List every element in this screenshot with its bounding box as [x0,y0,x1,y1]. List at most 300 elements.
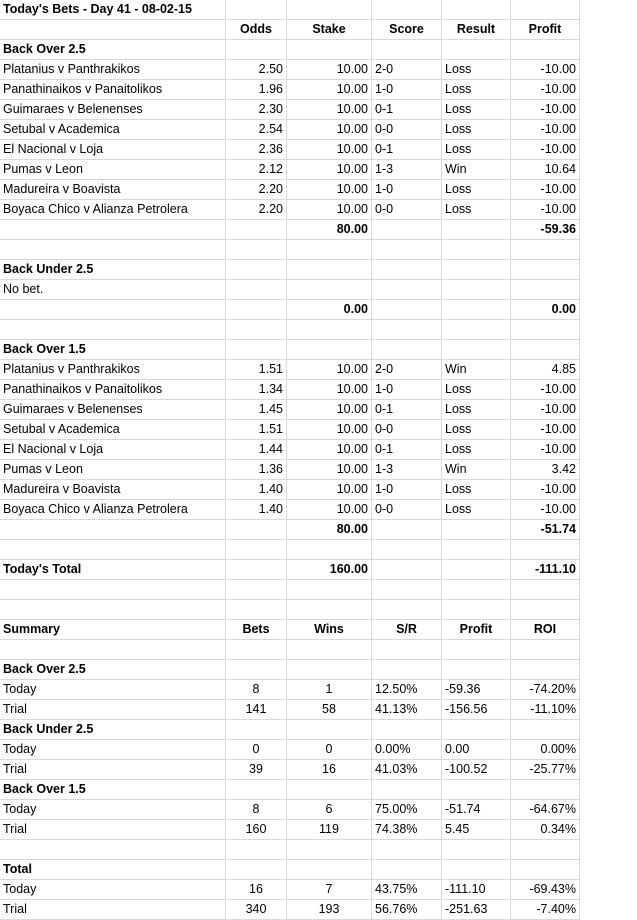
summary-group-title[interactable]: Back Over 2.5 [0,660,226,680]
empty-cell[interactable] [372,260,442,280]
empty-cell[interactable] [372,580,442,600]
bet-row [0,200,580,220]
empty-cell[interactable] [511,40,580,60]
score-cell[interactable]: 0-0 [372,120,442,140]
result-cell[interactable]: Loss [442,380,511,400]
empty-cell[interactable] [442,720,511,740]
empty-cell[interactable] [442,300,511,320]
roi-cell[interactable]: -11.10% [511,700,580,720]
empty-cell[interactable] [372,860,442,880]
result-cell[interactable]: Loss [442,440,511,460]
empty-cell[interactable] [442,220,511,240]
empty-cell[interactable] [226,220,287,240]
sr-cell[interactable]: 74.38% [372,820,442,840]
score-cell[interactable]: 1-0 [372,480,442,500]
bets-cell[interactable]: 39 [226,760,287,780]
bets-cell[interactable]: 8 [226,800,287,820]
empty-cell[interactable] [442,600,511,620]
result-cell[interactable]: Loss [442,480,511,500]
summary-profit-cell[interactable]: -156.56 [442,700,511,720]
odds-cell[interactable]: 1.45 [226,400,287,420]
stake-cell[interactable]: 10.00 [287,400,372,420]
match-cell[interactable]: Madureira v Boavista [0,180,226,200]
bet-row [0,420,580,440]
empty-cell[interactable] [226,780,287,800]
empty-cell[interactable] [372,220,442,240]
blank-row [0,580,580,600]
stake-total-cell[interactable]: 80.00 [287,520,372,540]
stake-cell[interactable]: 10.00 [287,440,372,460]
empty-cell[interactable] [287,260,372,280]
bets-cell[interactable]: 16 [226,880,287,900]
summary-group-row [0,780,580,800]
profit-cell[interactable]: -10.00 [511,120,580,140]
wins-cell[interactable]: 6 [287,800,372,820]
score-cell[interactable]: 0-1 [372,400,442,420]
score-cell[interactable]: 2-0 [372,60,442,80]
todays-total-stake[interactable]: 160.00 [287,560,372,580]
bets-cell[interactable]: 160 [226,820,287,840]
summary-group-title[interactable]: Total [0,860,226,880]
roi-cell[interactable]: -64.67% [511,800,580,820]
todays-total-label[interactable]: Today's Total [0,560,226,580]
empty-cell[interactable] [511,340,580,360]
empty-cell[interactable] [226,600,287,620]
empty-cell[interactable] [226,40,287,60]
empty-cell[interactable] [226,540,287,560]
empty-cell[interactable] [287,320,372,340]
profit-cell[interactable]: 10.64 [511,160,580,180]
stake-cell[interactable]: 10.00 [287,420,372,440]
odds-cell[interactable]: 2.30 [226,100,287,120]
header-bets[interactable]: Bets [226,620,287,640]
empty-cell[interactable] [287,40,372,60]
period-cell[interactable]: Trial [0,760,226,780]
profit-cell[interactable]: -10.00 [511,480,580,500]
stake-total-cell[interactable]: 80.00 [287,220,372,240]
blank-row [0,640,580,660]
empty-cell[interactable] [287,720,372,740]
summary-row [0,900,580,920]
summary-row [0,800,580,820]
summary-profit-cell[interactable]: -59.36 [442,680,511,700]
empty-cell[interactable] [442,540,511,560]
match-cell[interactable]: Boyaca Chico v Alianza Petrolera [0,200,226,220]
score-cell[interactable]: 0-1 [372,440,442,460]
bet-row [0,500,580,520]
score-cell[interactable]: 1-0 [372,380,442,400]
empty-cell[interactable] [442,520,511,540]
period-cell[interactable]: Today [0,680,226,700]
empty-cell[interactable] [372,40,442,60]
stake-cell[interactable]: 10.00 [287,500,372,520]
match-cell[interactable]: Guimaraes v Belenenses [0,100,226,120]
score-cell[interactable]: 2-0 [372,360,442,380]
period-cell[interactable]: Trial [0,820,226,840]
empty-cell[interactable] [287,240,372,260]
wins-cell[interactable]: 119 [287,820,372,840]
score-cell[interactable]: 0-1 [372,100,442,120]
empty-cell[interactable] [0,320,226,340]
empty-cell[interactable] [287,840,372,860]
empty-cell[interactable] [287,280,372,300]
summary-row [0,820,580,840]
stake-total-cell[interactable]: 0.00 [287,300,372,320]
empty-cell[interactable] [511,260,580,280]
empty-cell[interactable] [287,600,372,620]
empty-cell[interactable] [372,660,442,680]
odds-cell[interactable]: 2.50 [226,60,287,80]
empty-cell[interactable] [372,720,442,740]
result-cell[interactable]: Loss [442,400,511,420]
profit-cell[interactable]: -10.00 [511,380,580,400]
empty-cell[interactable] [226,280,287,300]
empty-cell[interactable] [226,260,287,280]
sr-cell[interactable]: 0.00% [372,740,442,760]
roi-cell[interactable]: -74.20% [511,680,580,700]
bet-row [0,100,580,120]
empty-cell[interactable] [226,640,287,660]
section-title-row [0,40,580,60]
stake-cell[interactable]: 10.00 [287,120,372,140]
odds-cell[interactable]: 2.36 [226,140,287,160]
stake-cell[interactable]: 10.00 [287,160,372,180]
sheet-title[interactable]: Today's Bets - Day 41 - 08-02-15 [0,0,226,20]
summary-group-title[interactable]: Back Over 1.5 [0,780,226,800]
empty-cell[interactable] [372,520,442,540]
score-cell[interactable]: 0-0 [372,500,442,520]
profit-total-cell[interactable]: -51.74 [511,520,580,540]
empty-cell[interactable] [226,860,287,880]
result-cell[interactable]: Loss [442,120,511,140]
wins-cell[interactable]: 1 [287,680,372,700]
empty-cell[interactable] [372,340,442,360]
wins-cell[interactable]: 0 [287,740,372,760]
empty-cell[interactable] [511,840,580,860]
section-title[interactable]: Back Under 2.5 [0,260,226,280]
match-cell[interactable]: Pumas v Leon [0,160,226,180]
empty-cell[interactable] [372,0,442,20]
empty-cell[interactable] [226,300,287,320]
odds-cell[interactable]: 1.96 [226,80,287,100]
summary-group-title[interactable]: Back Under 2.5 [0,720,226,740]
match-cell[interactable]: Setubal v Academica [0,120,226,140]
period-cell[interactable]: Today [0,800,226,820]
stake-cell[interactable]: 10.00 [287,380,372,400]
result-cell[interactable]: Loss [442,60,511,80]
empty-cell[interactable] [0,520,226,540]
period-cell[interactable]: Trial [0,900,226,920]
match-cell[interactable]: Setubal v Academica [0,420,226,440]
odds-cell[interactable]: 1.40 [226,500,287,520]
odds-cell[interactable]: 1.34 [226,380,287,400]
empty-cell[interactable] [442,660,511,680]
empty-cell[interactable] [287,540,372,560]
summary-profit-cell[interactable]: 5.45 [442,820,511,840]
summary-profit-cell[interactable]: 0.00 [442,740,511,760]
empty-cell[interactable] [287,660,372,680]
empty-cell[interactable] [226,240,287,260]
summary-group-row [0,660,580,680]
match-cell[interactable]: Pumas v Leon [0,460,226,480]
stake-cell[interactable]: 10.00 [287,80,372,100]
blank-row [0,540,580,560]
profit-cell[interactable]: -10.00 [511,180,580,200]
roi-cell[interactable]: 0.00% [511,740,580,760]
empty-cell[interactable] [226,340,287,360]
score-cell[interactable]: 0-0 [372,420,442,440]
empty-cell[interactable] [511,280,580,300]
result-cell[interactable]: Loss [442,80,511,100]
summary-row [0,760,580,780]
roi-cell[interactable]: -25.77% [511,760,580,780]
bet-row [0,60,580,80]
empty-cell[interactable] [226,0,287,20]
empty-cell[interactable] [511,0,580,20]
roi-cell[interactable]: -7.40% [511,900,580,920]
match-cell[interactable]: Boyaca Chico v Alianza Petrolera [0,500,226,520]
bet-row [0,460,580,480]
sr-cell[interactable]: 41.13% [372,700,442,720]
empty-cell[interactable] [0,600,226,620]
empty-cell[interactable] [287,0,372,20]
result-cell[interactable]: Win [442,460,511,480]
empty-cell[interactable] [372,280,442,300]
summary-profit-cell[interactable]: -51.74 [442,800,511,820]
match-cell[interactable]: Platanius v Panthrakikos [0,360,226,380]
stake-cell[interactable]: 10.00 [287,140,372,160]
empty-cell[interactable] [511,780,580,800]
empty-cell[interactable] [372,560,442,580]
score-cell[interactable]: 1-0 [372,80,442,100]
empty-cell[interactable] [0,840,226,860]
empty-cell[interactable] [0,300,226,320]
odds-cell[interactable]: 1.51 [226,420,287,440]
section-title[interactable]: Back Over 1.5 [0,340,226,360]
result-cell[interactable]: Loss [442,100,511,120]
header-score[interactable]: Score [372,20,442,40]
empty-cell[interactable] [287,340,372,360]
wins-cell[interactable]: 58 [287,700,372,720]
empty-cell[interactable] [0,640,226,660]
empty-cell[interactable] [442,340,511,360]
score-cell[interactable]: 1-3 [372,160,442,180]
empty-cell[interactable] [0,240,226,260]
profit-cell[interactable]: -10.00 [511,140,580,160]
stake-cell[interactable]: 10.00 [287,180,372,200]
profit-cell[interactable]: 4.85 [511,360,580,380]
empty-cell[interactable] [226,720,287,740]
todays-total-row [0,560,580,580]
blank-row [0,240,580,260]
odds-cell[interactable]: 2.54 [226,120,287,140]
odds-cell[interactable]: 2.20 [226,200,287,220]
sr-cell[interactable]: 43.75% [372,880,442,900]
empty-cell[interactable] [226,580,287,600]
profit-cell[interactable]: -10.00 [511,80,580,100]
profit-cell[interactable]: -10.00 [511,60,580,80]
sr-cell[interactable]: 12.50% [372,680,442,700]
odds-cell[interactable]: 1.36 [226,460,287,480]
summary-row [0,700,580,720]
empty-cell[interactable] [372,540,442,560]
empty-cell[interactable] [372,320,442,340]
score-cell[interactable]: 1-0 [372,180,442,200]
empty-cell[interactable] [372,840,442,860]
score-cell[interactable]: 0-1 [372,140,442,160]
profit-total-cell[interactable]: -59.36 [511,220,580,240]
score-cell[interactable]: 1-3 [372,460,442,480]
empty-cell[interactable] [511,320,580,340]
profit-cell[interactable]: 3.42 [511,460,580,480]
header-profit[interactable]: Profit [511,20,580,40]
empty-cell[interactable] [442,240,511,260]
empty-cell[interactable] [226,840,287,860]
result-cell[interactable]: Loss [442,200,511,220]
bets-cell[interactable]: 141 [226,700,287,720]
wins-cell[interactable]: 193 [287,900,372,920]
empty-cell[interactable] [442,580,511,600]
empty-cell[interactable] [0,580,226,600]
result-cell[interactable]: Loss [442,180,511,200]
empty-cell[interactable] [511,640,580,660]
odds-cell[interactable]: 1.51 [226,360,287,380]
empty-cell[interactable] [442,280,511,300]
empty-cell[interactable] [372,240,442,260]
odds-cell[interactable]: 2.12 [226,160,287,180]
empty-cell[interactable] [511,540,580,560]
bets-cell[interactable]: 340 [226,900,287,920]
blank-row [0,600,580,620]
stake-cell[interactable]: 10.00 [287,480,372,500]
bets-cell[interactable]: 0 [226,740,287,760]
profit-cell[interactable]: -10.00 [511,200,580,220]
summary-group-row [0,860,580,880]
summary-profit-cell[interactable]: -100.52 [442,760,511,780]
odds-cell[interactable]: 1.44 [226,440,287,460]
empty-cell[interactable] [226,320,287,340]
empty-cell[interactable] [226,520,287,540]
header-odds[interactable]: Odds [226,20,287,40]
summary-row [0,880,580,900]
empty-cell[interactable] [511,580,580,600]
profit-cell[interactable]: -10.00 [511,400,580,420]
section-title[interactable]: Back Over 2.5 [0,40,226,60]
empty-cell[interactable] [442,560,511,580]
score-cell[interactable]: 0-0 [372,200,442,220]
empty-cell[interactable] [0,220,226,240]
empty-cell[interactable] [372,640,442,660]
empty-cell[interactable] [226,660,287,680]
summary-label[interactable]: Summary [0,620,226,640]
todays-total-profit[interactable]: -111.10 [511,560,580,580]
match-cell[interactable]: Madureira v Boavista [0,480,226,500]
empty-cell[interactable] [442,640,511,660]
summary-profit-cell[interactable]: -251.63 [442,900,511,920]
empty-cell[interactable] [442,260,511,280]
stake-cell[interactable]: 10.00 [287,200,372,220]
sr-cell[interactable]: 41.03% [372,760,442,780]
empty-cell[interactable] [442,860,511,880]
profit-total-cell[interactable]: 0.00 [511,300,580,320]
match-cell[interactable]: Panathinaikos v Panaitolikos [0,80,226,100]
empty-cell[interactable] [511,600,580,620]
empty-cell[interactable] [287,640,372,660]
empty-cell[interactable] [372,300,442,320]
odds-cell[interactable]: 2.20 [226,180,287,200]
empty-cell[interactable] [442,780,511,800]
period-cell[interactable]: Today [0,880,226,900]
match-cell[interactable]: Panathinaikos v Panaitolikos [0,380,226,400]
empty-cell[interactable] [442,840,511,860]
bet-row [0,140,580,160]
result-cell[interactable]: Loss [442,500,511,520]
empty-cell[interactable] [442,40,511,60]
sr-cell[interactable]: 75.00% [372,800,442,820]
profit-cell[interactable]: -10.00 [511,500,580,520]
result-cell[interactable]: Win [442,360,511,380]
header-roi[interactable]: ROI [511,620,580,640]
empty-cell[interactable] [511,860,580,880]
stake-cell[interactable]: 10.00 [287,60,372,80]
match-cell[interactable]: El Nacional v Loja [0,140,226,160]
empty-cell[interactable] [287,860,372,880]
empty-cell[interactable] [442,320,511,340]
empty-cell[interactable] [0,20,226,40]
header-sr[interactable]: S/R [372,620,442,640]
empty-cell[interactable] [511,660,580,680]
stake-cell[interactable]: 10.00 [287,460,372,480]
empty-cell[interactable] [0,540,226,560]
empty-cell[interactable] [287,780,372,800]
empty-cell[interactable] [511,720,580,740]
roi-cell[interactable]: 0.34% [511,820,580,840]
wins-cell[interactable]: 16 [287,760,372,780]
empty-cell[interactable] [226,560,287,580]
summary-profit-cell[interactable]: -111.10 [442,880,511,900]
period-cell[interactable]: Today [0,740,226,760]
header-summary-profit[interactable]: Profit [442,620,511,640]
stake-cell[interactable]: 10.00 [287,360,372,380]
bets-cell[interactable]: 8 [226,680,287,700]
bet-row [0,120,580,140]
header-stake[interactable]: Stake [287,20,372,40]
empty-cell[interactable] [442,0,511,20]
match-cell[interactable]: El Nacional v Loja [0,440,226,460]
roi-cell[interactable]: -69.43% [511,880,580,900]
empty-cell[interactable] [372,600,442,620]
stake-cell[interactable]: 10.00 [287,100,372,120]
result-cell[interactable]: Win [442,160,511,180]
empty-cell[interactable] [511,240,580,260]
header-result[interactable]: Result [442,20,511,40]
wins-cell[interactable]: 7 [287,880,372,900]
match-cell[interactable]: Guimaraes v Belenenses [0,400,226,420]
empty-cell[interactable] [287,580,372,600]
odds-cell[interactable]: 1.40 [226,480,287,500]
match-cell[interactable]: Platanius v Panthrakikos [0,60,226,80]
period-cell[interactable]: Trial [0,700,226,720]
sr-cell[interactable]: 56.76% [372,900,442,920]
section-note[interactable]: No bet. [0,280,226,300]
profit-cell[interactable]: -10.00 [511,100,580,120]
profit-cell[interactable]: -10.00 [511,420,580,440]
profit-cell[interactable]: -10.00 [511,440,580,460]
empty-cell[interactable] [372,780,442,800]
result-cell[interactable]: Loss [442,140,511,160]
header-wins[interactable]: Wins [287,620,372,640]
result-cell[interactable]: Loss [442,420,511,440]
